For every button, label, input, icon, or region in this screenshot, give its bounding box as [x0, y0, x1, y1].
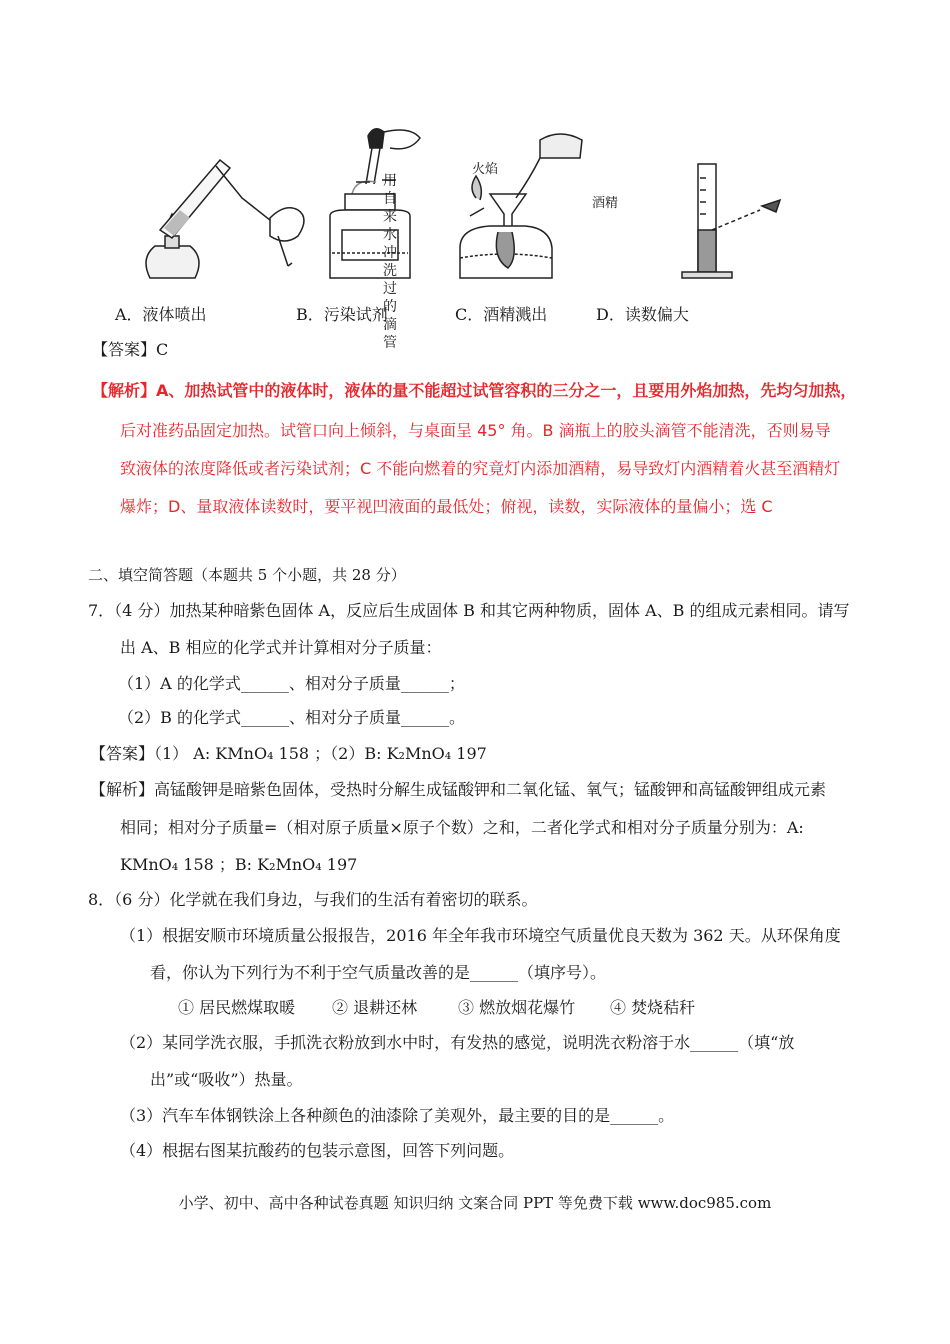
q8-sub3: （3）汽车车体钢铁涂上各种颜色的油漆除了美观外，最主要的目的是______。	[120, 1106, 675, 1125]
q6-analysis-line: 致液体的浓度降低或者污染试剂；C 不能向燃着的究竟灯内添加酒精，易导致灯内酒精着火甚至酒精灯	[120, 459, 841, 478]
option-b: B．污染试剂	[296, 305, 388, 324]
q6-analysis-line: 后对准药品固定加热。试管口向上倾斜，与桌面呈 45° 角。B 滴瓶上的胶头滴管不能清洗，否则易导	[120, 421, 831, 440]
q7-answer: 【答案】（1） A: KMnO₄ 158 ；（2）B: K₂MnO₄ 197	[90, 744, 487, 763]
q7-sub2: （2）B 的化学式______、相对分子质量______。	[118, 708, 466, 727]
page-footer: 小学、初中、高中各种试卷真题 知识归纳 文案合同 PPT 等免费下载 www.doc985.com	[178, 1194, 772, 1212]
q7-analysis-line: KMnO₄ 158 ；B: K₂MnO₄ 197	[120, 855, 358, 874]
heating-tube-illustration	[146, 160, 304, 278]
q8-choice: ① 居民燃煤取暖	[178, 998, 296, 1017]
tube-note-line: 过的	[383, 281, 397, 315]
q8-sub4: （4）根据右图某抗酸药的包装示意图，回答下列问题。	[120, 1141, 515, 1160]
q8-choice: ③ 燃放烟花爆竹	[458, 998, 576, 1017]
lab-figure	[120, 118, 820, 290]
tube-note-line: 滴管	[383, 317, 397, 351]
tube-note-line: 冲洗	[383, 245, 397, 279]
q8-stem: 8．（6 分）化学就在我们身边，与我们的生活有着密切的联系。	[88, 890, 538, 909]
q8-sub2-line: （2）某同学洗衣服，手抓洗衣粉放到水中时，有发热的感觉，说明洗衣粉溶于水______（填“放	[120, 1033, 795, 1052]
q7-stem-line: 7．（4 分）加热某种暗紫色固体 A，反应后生成固体 B 和其它两种物质，固体 A、B 的组成元素相同。请写	[88, 601, 850, 620]
flame-label: 火焰	[472, 162, 499, 177]
q8-choice: ② 退耕还林	[332, 998, 418, 1017]
tube-note-label	[383, 172, 403, 352]
q8-sub1-line: （1）根据安顺市环境质量公报报告，2016 年全年我市环境空气质量优良天数为 362 天。从环保角度	[120, 926, 841, 945]
q7-sub1: （1）A 的化学式______、相对分子质量______；	[118, 674, 465, 693]
q6-analysis-line: 【解析】A、加热试管中的液体时，液体的量不能超过试管容积的三分之一，且要用外焰加热，先均匀加热，	[92, 381, 857, 400]
option-c: C．酒精溅出	[455, 305, 548, 324]
graduated-cylinder-illustration	[682, 164, 780, 278]
option-a: A．液体喷出	[115, 305, 207, 324]
q8-sub2-line: 出”或“吸收”）热量。	[150, 1070, 303, 1089]
tube-note-line: 用自	[383, 173, 397, 207]
q7-analysis-line: 【解析】高锰酸钾是暗紫色固体，受热时分解生成锰酸钾和二氧化锰、氧气；锰酸钾和高锰酸钾组成元素	[90, 780, 827, 799]
q7-analysis-line: 相同；相对分子质量=（相对原子质量×原子个数）之和，二者化学式和相对分子质量分别为：A:	[120, 818, 804, 837]
tube-note-line: 来水	[383, 209, 397, 243]
lab-illustrations	[120, 118, 820, 290]
q8-sub1-line: 看，你认为下列行为不利于空气质量改善的是______（填序号）。	[150, 963, 607, 982]
q8-choice: ④ 焚烧秸秆	[610, 998, 696, 1017]
q6-analysis-line: 爆炸；D、量取液体读数时，要平视凹液面的最低处；俯视，读数，实际液体的量偏小；选 C	[120, 497, 773, 516]
alcohol-label: 酒精	[592, 196, 619, 211]
alcohol-lamp-illustration	[460, 134, 582, 278]
option-d: D．读数偏大	[596, 305, 689, 324]
dropper-bottle-illustration	[330, 129, 420, 278]
q7-stem-line: 出 A、B 相应的化学式并计算相对分子质量：	[120, 638, 442, 657]
section-heading: 二、填空简答题（本题共 5 个小题，共 28 分）	[88, 566, 406, 584]
q6-answer: 【答案】C	[92, 340, 169, 359]
